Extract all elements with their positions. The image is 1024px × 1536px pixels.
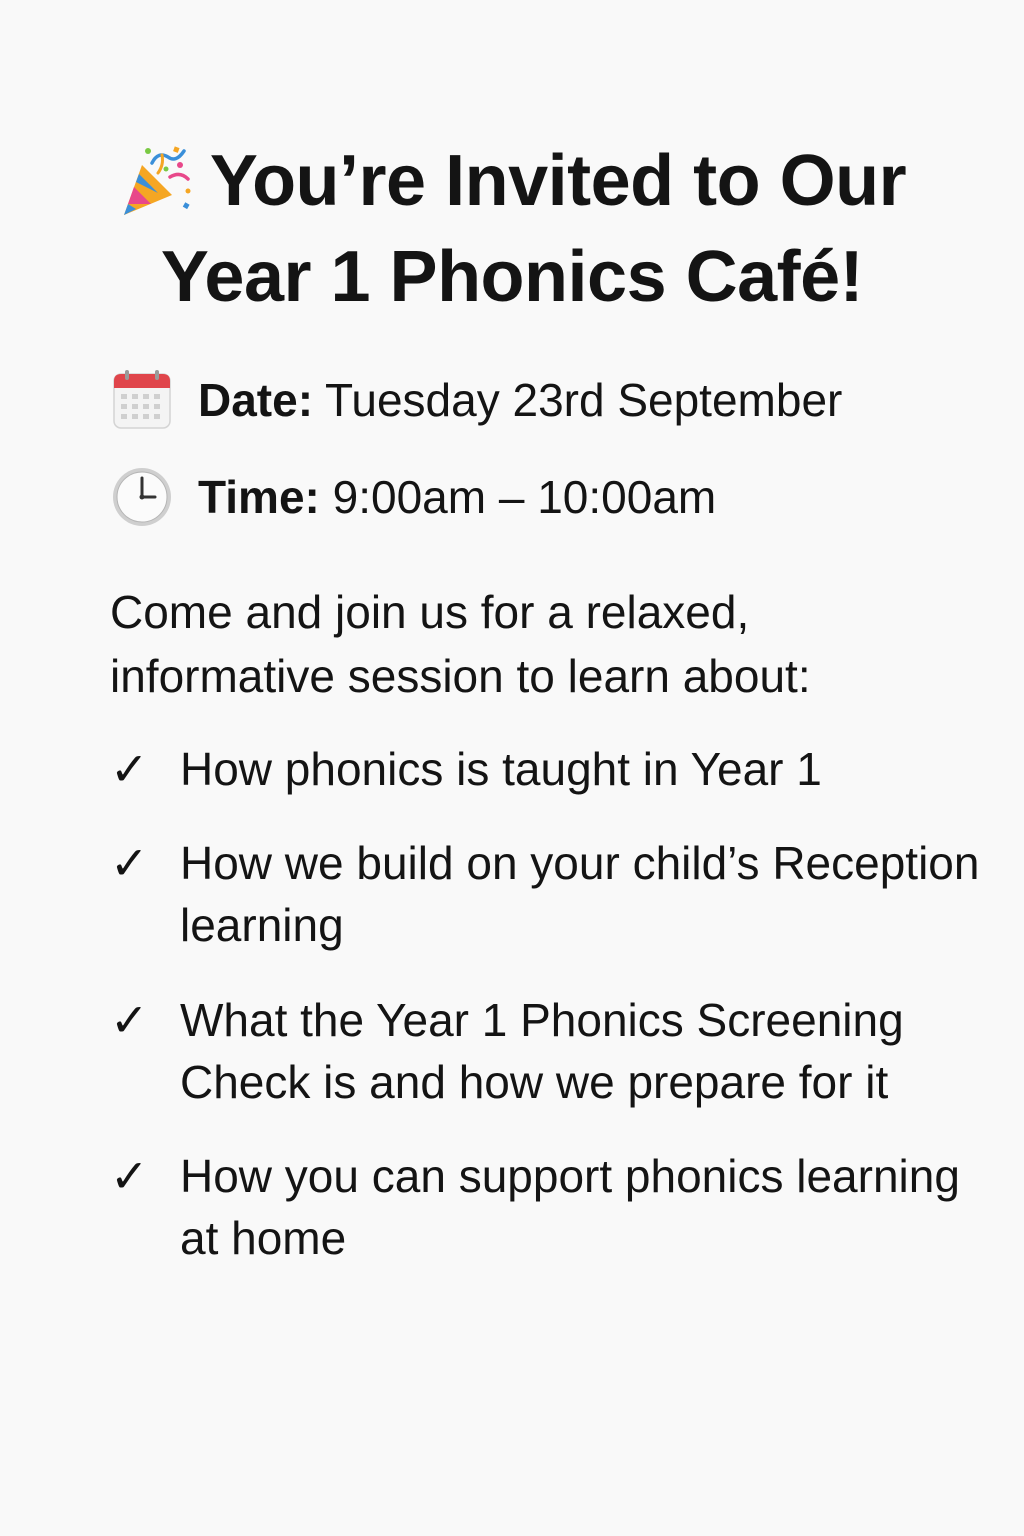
calendar-icon — [110, 368, 174, 432]
topics-checklist — [110, 738, 990, 1301]
checkmark-icon: ✓ — [110, 837, 149, 889]
clock-icon — [110, 465, 174, 529]
checklist-item — [110, 989, 990, 1113]
checklist-item — [110, 832, 990, 956]
time-label: Time: — [198, 471, 320, 523]
invitation-title — [0, 133, 1024, 325]
checkmark-icon: ✓ — [110, 1150, 149, 1202]
time-value: 9:00am – 10:00am — [332, 471, 717, 523]
checklist-item — [110, 738, 990, 800]
checklist-item-text: How phonics is taught in Year 1 — [180, 743, 822, 795]
checklist-item-text: What the Year 1 Phonics Screening Check is and how we prepare for it — [180, 994, 904, 1108]
intro-paragraph: Come and join us for a relaxed, informative session to learn about: — [110, 586, 811, 702]
checklist-item-text: How you can support phonics learning at home — [180, 1150, 960, 1264]
checklist-item — [110, 1145, 990, 1269]
date-value: Tuesday 23rd September — [324, 374, 843, 426]
time-row — [110, 465, 716, 529]
checkmark-icon: ✓ — [110, 994, 149, 1046]
title-text-line-1: You’re Invited to Our — [209, 141, 907, 221]
checkmark-icon: ✓ — [110, 743, 149, 795]
title-text-line-2: Year 1 Phonics Café! — [160, 237, 864, 317]
checklist-item-text: How we build on your child’s Reception learning — [180, 837, 980, 951]
date-label: Date: — [198, 374, 314, 426]
date-row — [110, 368, 842, 432]
party-popper-icon — [118, 143, 194, 219]
title-line-1 — [0, 133, 1024, 229]
